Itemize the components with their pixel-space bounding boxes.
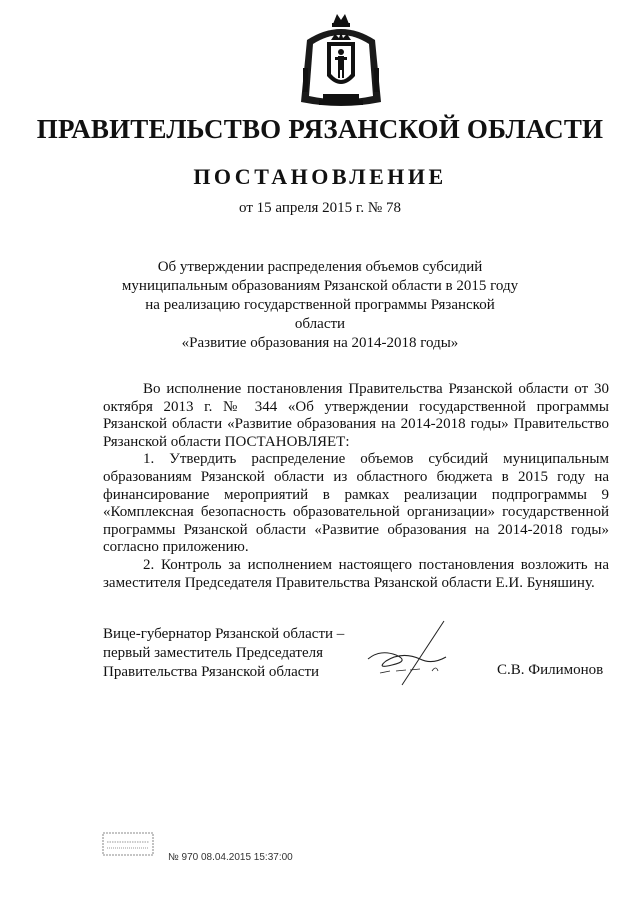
registration-stamp-icon: [102, 832, 154, 856]
subject-line: на реализацию государственной программы Рязанской области: [145, 297, 495, 332]
subject-line: муниципальным образованиям Рязанской области в 2015 году: [121, 278, 519, 294]
body-paragraph: Во исполнение постановления Правительства Рязанской области от 30 октября 2013 г. № 344 «Об утверждении государственной программы Рязанской области «Развитие образования на 2014-2018 годы» Правительство Рязанской области ПОСТАНОВЛЯЕТ:: [103, 381, 609, 450]
subject-line: Об утверждении распределения объемов субсидий: [157, 259, 483, 275]
registration-mark: № 970 08.04.2015 15:37:00: [168, 852, 293, 863]
signatory-name: С.В. Филимонов: [497, 662, 604, 678]
document-date-number: от 15 апреля 2015 г. № 78: [239, 200, 401, 216]
document-type: ПОСТАНОВЛЕНИЕ: [193, 164, 447, 189]
body-paragraph: 1. Утвердить распределение объемов субсидий муниципальным образованиям Рязанской области из областного бюджета в 2015 году на финансирование мероприятий в рамках реализации подпрограммы 9 «Комплексная безопасность образовательной организации» государственной программы Рязанской области «Развитие образования на 2014-2018 годы» согласно приложению.: [103, 451, 609, 556]
document-body: [103, 381, 609, 592]
handwritten-signature: [350, 615, 470, 695]
body-paragraph: 2. Контроль за исполнением настоящего постановления возложить на заместителя Председателя Правительства Рязанской области Е.И. Буняшину.: [103, 556, 609, 591]
document-subject: [120, 258, 520, 353]
position-line: Правительства Рязанской области: [103, 664, 320, 680]
signatory-position: [103, 625, 344, 682]
coat-of-arms-icon: [293, 10, 389, 114]
government-title: ПРАВИТЕЛЬСТВО РЯЗАНСКОЙ ОБЛАСТИ: [36, 114, 604, 144]
position-line: Вице-губернатор Рязанской области –: [103, 626, 345, 642]
position-line: первый заместитель Председателя: [103, 645, 323, 661]
subject-line: «Развитие образования на 2014-2018 годы»: [181, 335, 459, 351]
